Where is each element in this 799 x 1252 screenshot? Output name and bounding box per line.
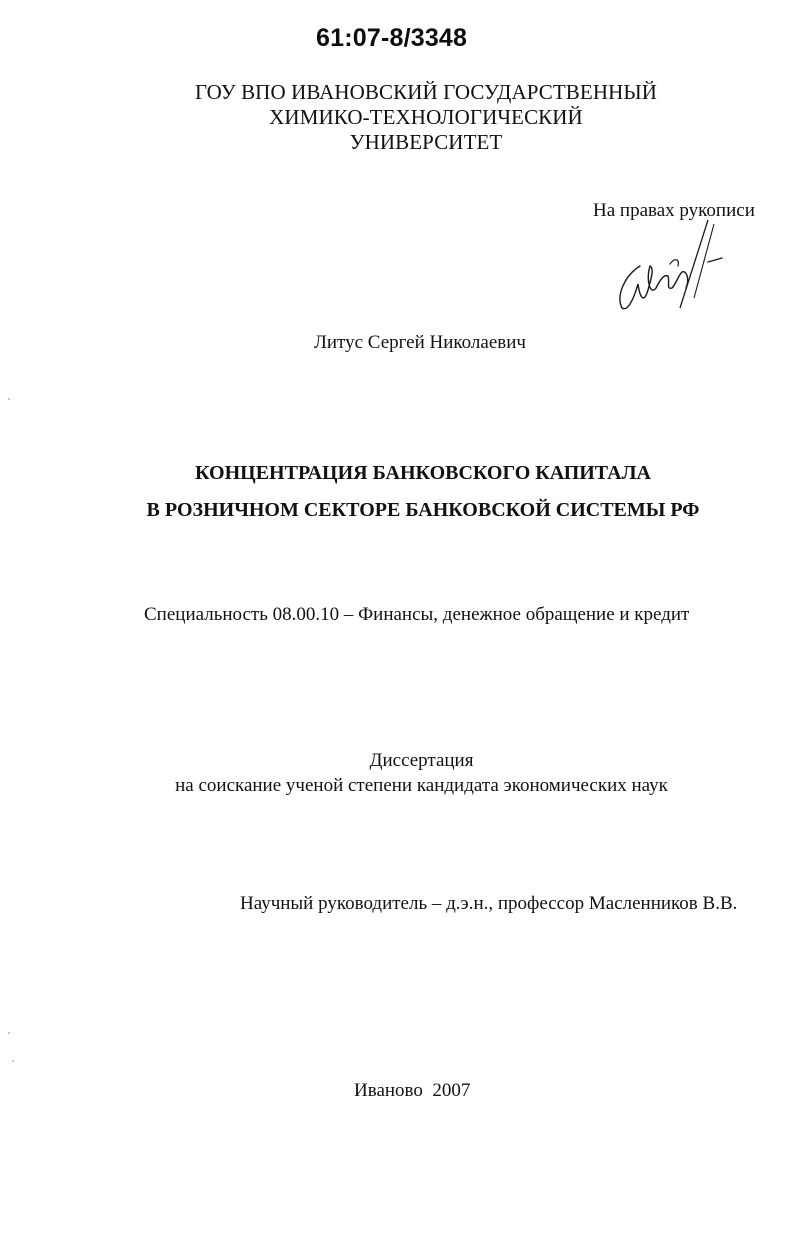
author-name: Литус Сергей Николаевич [314,332,526,353]
degree-line: на соискание ученой степени кандидата экономических наук [175,775,668,796]
rights-note: На правах рукописи [593,200,755,221]
scan-speck [8,1032,10,1034]
institution-line-3: УНИВЕРСИТЕТ [349,130,503,154]
institution-name [0,80,799,155]
institution-line-2: ХИМИКО-ТЕХНОЛОГИЧЕСКИЙ [269,105,583,129]
specialty-line: Специальность 08.00.10 – Финансы, денежное обращение и кредит [144,604,690,625]
scientific-supervisor: Научный руководитель – д.э.н., профессор Масленников В.В. [240,893,738,914]
scan-speck [12,1060,14,1062]
dissertation-title [0,455,799,529]
title-line-1: КОНЦЕНТРАЦИЯ БАНКОВСКОГО КАПИТАЛА [195,462,651,484]
archive-stamp: 61:07-8/3348 [316,24,468,52]
scan-speck [8,398,10,400]
dissertation-label: Диссертация [369,750,474,771]
institution-line-1: ГОУ ВПО ИВАНОВСКИЙ ГОСУДАРСТВЕННЫЙ [194,80,658,104]
title-line-2: В РОЗНИЧНОМ СЕКТОРЕ БАНКОВСКОЙ СИСТЕМЫ РФ [146,499,700,521]
signature-handwritten [610,218,730,318]
dissertation-type [0,748,799,798]
place-and-year: Иваново 2007 [354,1080,471,1101]
